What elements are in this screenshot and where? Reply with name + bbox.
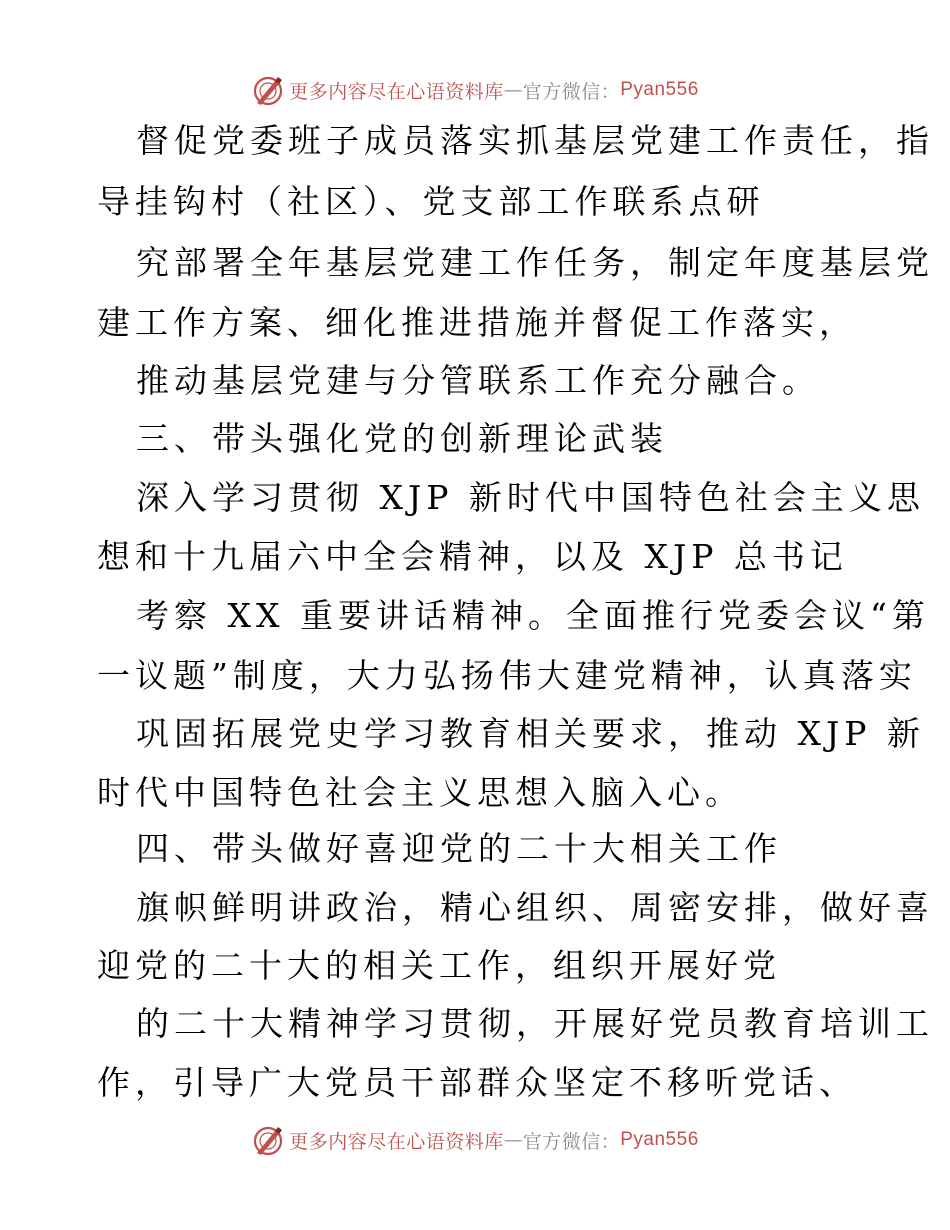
body-line: 究部署全年基层党建工作任务，制定年度基层党: [136, 243, 934, 282]
red-pen-logo-icon: [251, 1123, 285, 1157]
watermark-text: 更多内容尽在心语资料库: [289, 1130, 504, 1153]
body-line: 巩固拓展党史学习教育相关要求，推动 XJP 新: [136, 714, 925, 753]
watermark-separator: —: [503, 79, 523, 101]
body-line: 考察 XX 重要讲话精神。全面推行党委会议“第: [136, 596, 930, 635]
body-line: 推动基层党建与分管联系工作充分融合。: [136, 361, 820, 400]
red-pen-logo-icon: [251, 73, 285, 107]
header-watermark: [0, 70, 950, 110]
watermark-official-label: 官方微信：: [522, 1130, 621, 1153]
watermark-wechat-id: Pyan556: [620, 79, 699, 100]
body-line: 建工作方案、细化推进措施并督促工作落实，: [97, 303, 857, 342]
body-line: 深入学习贯彻 XJP 新时代中国特色社会主义思: [136, 478, 925, 517]
body-line: 一议题”制度，大力弘扬伟大建党精神，认真落实: [97, 656, 917, 695]
section-heading: 四、带头做好喜迎党的二十大相关工作: [136, 829, 782, 868]
section-heading: 三、带头强化党的创新理论武装: [136, 419, 668, 458]
watermark-official-label: 官方微信：: [522, 80, 621, 103]
body-line: 的二十大精神学习贯彻，开展好党员教育培训工: [136, 1004, 934, 1043]
body-line: 想和十九届六中全会精神，以及 XJP 总书记: [97, 537, 848, 576]
watermark-wechat-id: Pyan556: [620, 1129, 699, 1150]
body-line: 导挂钩村（社区）、党支部工作联系点研: [97, 182, 765, 221]
footer-watermark: [0, 1120, 950, 1160]
body-line: 迎党的二十大的相关工作，组织开展好党: [97, 946, 781, 985]
body-line: 时代中国特色社会主义思想入脑入心。: [97, 773, 743, 812]
watermark-text: 更多内容尽在心语资料库: [289, 80, 504, 103]
body-line: 旗帜鲜明讲政治，精心组织、周密安排，做好喜: [136, 888, 934, 927]
body-line: 作，引导广大党员干部群众坚定不移听党话、: [97, 1063, 857, 1102]
watermark-separator: —: [503, 1129, 523, 1151]
body-line: 督促党委班子成员落实抓基层党建工作责任，指: [136, 121, 934, 160]
